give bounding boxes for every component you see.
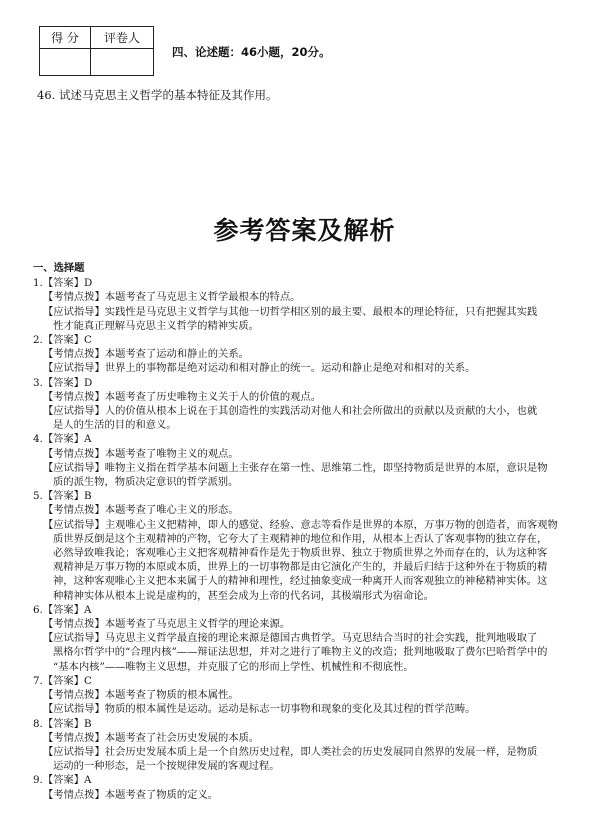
point-line: 【考情点拨】本题考查了物质的根本属性。 <box>43 689 239 702</box>
grader-label-cell: 评卷人 <box>91 27 154 49</box>
guide-line: 【应试指导】主观唯心主义把精神，即人的感觉、经验、意志等看作是世界的本原，万事万物的创造者，而客观物 <box>43 518 558 531</box>
answer-list <box>33 276 581 802</box>
answer-item <box>33 773 581 801</box>
answer-title: 参考答案及解析 <box>213 216 396 245</box>
section-four-title: 四、论述题：46小题，20分。 <box>172 45 331 59</box>
guide-line: 【应试指导】实践性是马克思主义哲学与其他一切哲学相区别的最主要、最根本的理论特征，只有把握其实践 <box>43 305 538 318</box>
question-46: 46. 试述马克思主义哲学的基本特征及其作用。 <box>37 88 278 102</box>
guide-line: 【应试指导】社会历史发展本质上是一个自然历史过程，即人类社会的历史发展同自然界的发展一样，是物质 <box>43 745 538 758</box>
point-line: 【考情点拨】本题考查了唯心主义的形态。 <box>43 504 239 517</box>
answer-line: 2.【答案】C <box>33 334 92 347</box>
answer-line: 6.【答案】A <box>33 603 92 616</box>
answer-item <box>33 489 581 603</box>
guide-line: 是人的生活的目的和意义。 <box>53 419 177 432</box>
point-line: 【考情点拨】本题考查了马克思主义哲学的理论来源。 <box>43 618 291 631</box>
answer-line: 4.【答案】A <box>33 433 92 446</box>
point-line: 【考情点拨】本题考查了社会历史发展的本质。 <box>43 731 260 744</box>
guide-line: 【应试指导】人的价值从根本上说在于其创造性的实践活动对他人和社会所做出的贡献以及贡献的大小，也就 <box>43 405 538 418</box>
guide-line: 必然导致唯我论；客观唯心主义把客观精神看作是先于物质世界、独立于物质世界之外而存在的，认为这种客 <box>53 547 548 560</box>
guide-line: 黑格尔哲学中的“合理内核”——辩证法思想，并对之进行了唯物主义的改造；批判地吸取了费尔巴哈哲学中的 <box>53 646 548 659</box>
answer-line: 8.【答案】B <box>33 717 92 730</box>
answer-item <box>33 603 581 674</box>
guide-line: 【应试指导】物质的根本属性是运动。运动是标志一切事物和现象的变化及其过程的哲学范畴。 <box>43 703 476 716</box>
answer-line: 7.【答案】C <box>33 674 92 687</box>
answer-line: 1.【答案】D <box>33 277 93 290</box>
guide-line: 【应试指导】唯物主义指在哲学基本问题上主张存在第一性、思维第二性，即坚持物质是世界的本原，意识是物 <box>43 461 548 474</box>
section-one-title: 一、选择题 <box>33 262 85 274</box>
score-label-cell: 得 分 <box>40 27 91 49</box>
guide-line: 神，这种客观唯心主义把本来属于人的精神和理性，经过抽象变成一种离开人而客观独立的神秘精神实体。这 <box>53 575 548 588</box>
score-input-cell <box>40 49 91 76</box>
point-line: 【考情点拨】本题考查了唯物主义的观点。 <box>43 447 239 460</box>
guide-line: 运动的一种形态，是一个按规律发展的客观过程。 <box>53 760 280 773</box>
guide-line: 【应试指导】世界上的事物都是绝对运动和相对静止的统一。运动和静止是绝对和相对的关系。 <box>43 362 476 375</box>
point-line: 【考情点拨】本题考查了马克思主义哲学最根本的特点。 <box>43 291 301 304</box>
answer-item <box>33 674 581 717</box>
guide-line: 性才能真正理解马克思主义哲学的精神实质。 <box>53 319 259 332</box>
grader-input-cell <box>91 49 154 76</box>
answer-line: 3.【答案】D <box>33 376 93 389</box>
answer-item <box>33 376 581 433</box>
answer-item <box>33 717 581 774</box>
score-table <box>39 26 154 76</box>
point-line: 【考情点拨】本题考查了运动和静止的关系。 <box>43 348 249 361</box>
guide-line: 观精神是万事万物的本原或本质，世界上的一切事物都是由它演化产生的，并最后归结于这种外在于物质的精 <box>53 561 548 574</box>
guide-line: 【应试指导】马克思主义哲学最直接的理论来源是德国古典哲学。马克思结合当时的社会实践，批判地吸取了 <box>43 632 538 645</box>
guide-line: 质世界反倒是这个主观精神的产物，它夸大了主观精神的地位和作用，从根本上否认了客观事物的独立存在， <box>53 532 548 545</box>
answer-content <box>33 261 581 802</box>
guide-line: “基本内核”——唯物主义思想，并克服了它的形而上学性、机械性和不彻底性。 <box>53 660 414 673</box>
guide-line: 质的派生物，物质决定意识的哲学派别。 <box>53 476 239 489</box>
answer-line: 5.【答案】B <box>33 490 92 503</box>
answer-item <box>33 276 581 333</box>
guide-line: 种精神实体从根本上说是虚构的，甚至会成为上帝的代名词，其极端形式为宿命论。 <box>53 589 434 602</box>
answer-line: 9.【答案】A <box>33 774 92 787</box>
answer-item <box>33 333 581 376</box>
point-line: 【考情点拨】本题考查了物质的定义。 <box>43 788 219 801</box>
point-line: 【考情点拨】本题考查了历史唯物主义关于人的价值的观点。 <box>43 390 322 403</box>
answer-item <box>33 432 581 489</box>
